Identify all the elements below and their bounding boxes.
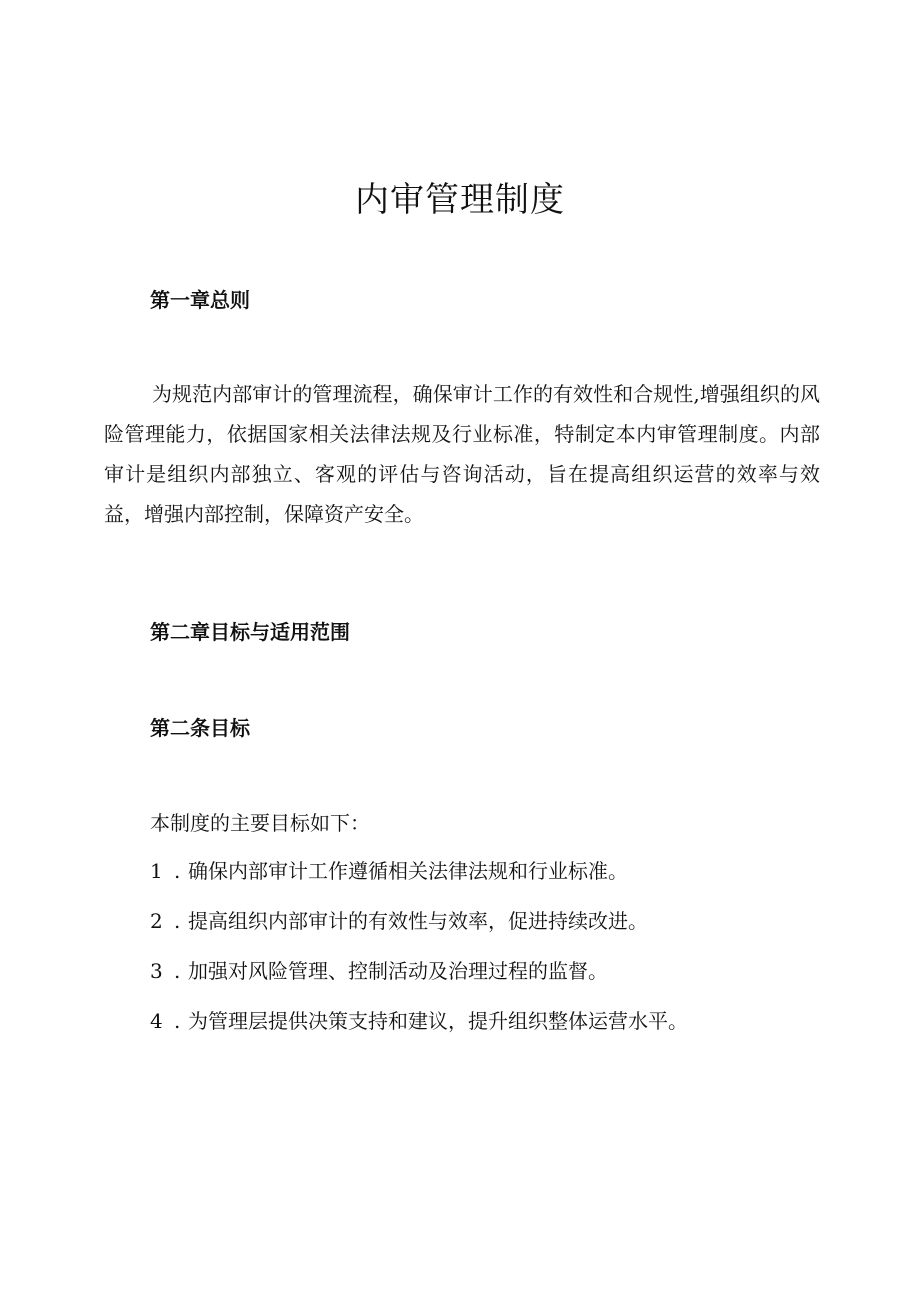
list-item-number: 2 — [150, 909, 163, 933]
document-title: 内审管理制度 — [355, 180, 565, 220]
list-item: 2 . 提高组织内部审计的有效性与效率，促进持续改进。 — [150, 906, 688, 956]
list-item-number: 1 — [150, 859, 163, 883]
list-item-text: 确保内部审计工作遵循相关法律法规和行业标准。 — [188, 859, 628, 883]
list-item: 1 . 确保内部审计工作遵循相关法律法规和行业标准。 — [150, 856, 688, 906]
chapter-2-heading: 第二章目标与适用范围 — [150, 620, 350, 644]
list-item: 4 . 为管理层提供决策支持和建议，提升组织整体运营水平。 — [150, 1006, 688, 1056]
chapter-1-heading: 第一章总则 — [150, 288, 250, 312]
list-item: 3 . 加强对风险管理、控制活动及治理过程的监督。 — [150, 956, 688, 1006]
article-2-heading: 第二条目标 — [150, 716, 250, 740]
list-item-number: 3 — [150, 959, 163, 983]
objectives-intro: 本制度的主要目标如下： — [150, 811, 370, 835]
list-item-text: 为管理层提供决策支持和建议，提升组织整体运营水平。 — [188, 1009, 688, 1033]
list-item-number: 4 — [150, 1009, 163, 1033]
chapter-1-paragraph: 为规范内部审计的管理流程，确保审计工作的有效性和合规性,增强组织的风险管理能力，依据国家相关法律法规及行业标准，特制定本内审管理制度。内部审计是组织内部独立、客观的评估与咨询活动，旨在提高组织运营的效率与效益，增强内部控制，保障资产安全。 — [104, 382, 820, 526]
list-item-text: 提高组织内部审计的有效性与效率，促进持续改进。 — [188, 909, 648, 933]
list-item-text: 加强对风险管理、控制活动及治理过程的监督。 — [188, 959, 608, 983]
objectives-list — [150, 856, 688, 1056]
